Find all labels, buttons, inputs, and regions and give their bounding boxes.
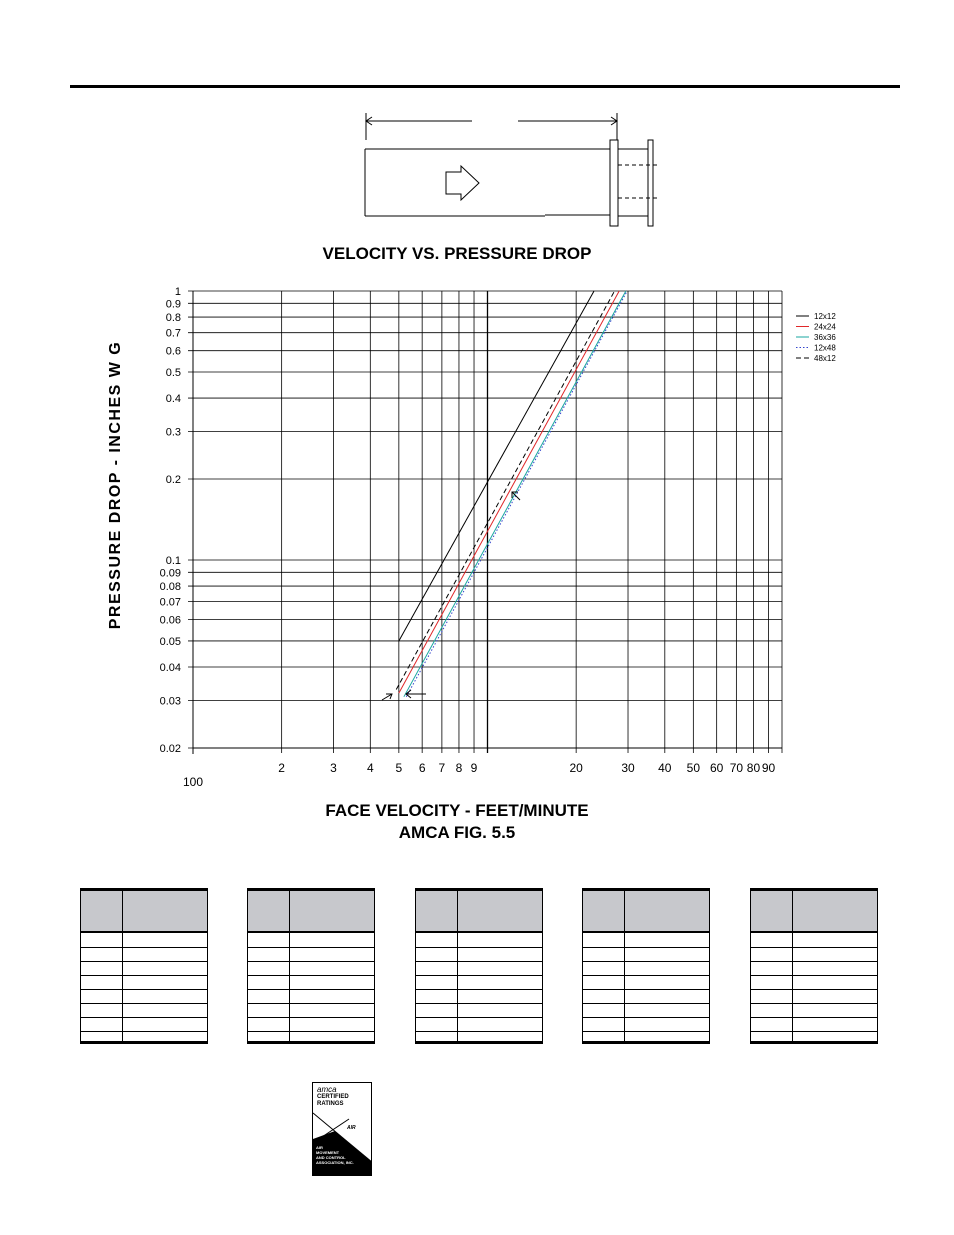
table-header-divider: [289, 891, 290, 931]
table-row-line: [583, 1017, 709, 1018]
table-column-divider: [624, 933, 625, 1041]
data-table: [80, 888, 208, 1044]
y-tick-label: 0.8: [165, 312, 181, 325]
y-tick-label: 0.05: [159, 635, 181, 648]
y-tick-label: 0.4: [165, 393, 181, 406]
table-row-line: [248, 1017, 374, 1018]
table-header-divider: [792, 891, 793, 931]
x-tick-labels: [183, 761, 776, 789]
table-header-rule: [248, 931, 374, 933]
table-header: [248, 891, 374, 931]
y-tick-label: 0.5: [165, 366, 181, 379]
table-column-divider: [457, 933, 458, 1041]
data-table: [415, 888, 543, 1044]
x-axis-label-block: [0, 800, 934, 844]
table-header-rule: [81, 931, 207, 933]
table-row-line: [751, 1017, 877, 1018]
x-tick-label: 4: [366, 761, 374, 775]
table-column-divider: [289, 933, 290, 1041]
table-row-line: [248, 947, 374, 948]
table-column-divider: [122, 933, 123, 1041]
y-tick-label: 0.08: [159, 581, 181, 594]
table-row-line: [248, 961, 374, 962]
table-row-line: [583, 989, 709, 990]
table-row-line: [416, 975, 542, 976]
table-row-line: [583, 1031, 709, 1032]
table-header-rule: [416, 931, 542, 933]
y-tick-label: 0.2: [165, 474, 181, 487]
series-line-12x48: [406, 291, 627, 697]
table-header: [751, 891, 877, 931]
legend: [796, 312, 836, 363]
amca-certified-ratings-seal: amca CERTIFIED RATINGS AIR AIR MOVEMENT AND CONTROL ASSOCIATION, INC.: [312, 1082, 372, 1176]
table-row-line: [751, 961, 877, 962]
x-tick-label: 60: [709, 761, 724, 775]
y-tick-label: 1: [174, 286, 181, 298]
x-tick-label: 100: [182, 775, 204, 789]
x-tick-label: 6: [418, 761, 426, 775]
table-row-line: [416, 947, 542, 948]
table-row-line: [583, 975, 709, 976]
table-row-line: [81, 1017, 207, 1018]
x-tick-label: 9: [470, 761, 478, 775]
y-tick-label: 0.9: [165, 298, 181, 311]
data-table: [750, 888, 878, 1044]
series-line-36x36: [404, 291, 626, 697]
x-tick-label: 50: [686, 761, 701, 775]
y-tick-label: 0.04: [159, 662, 181, 675]
table-row-line: [583, 1003, 709, 1004]
data-table: [247, 888, 375, 1044]
x-tick-label: 2: [278, 761, 285, 775]
table-row-line: [81, 1031, 207, 1032]
table-row-line: [416, 989, 542, 990]
table-header: [583, 891, 709, 931]
table-row-line: [81, 975, 207, 976]
y-tick-label: 0.09: [159, 567, 181, 580]
y-tick-label: 0.03: [159, 695, 181, 708]
x-tick-label: 5: [395, 761, 403, 775]
legend-label: 12x48: [814, 343, 836, 353]
table-row-line: [416, 961, 542, 962]
figure-reference: AMCA FIG. 5.5: [398, 823, 516, 842]
apparatus-diagram: [365, 113, 660, 226]
plot-grid: [188, 291, 782, 753]
x-tick-label: 80: [746, 761, 761, 775]
table-row-line: [248, 989, 374, 990]
y-axis-label: PRESSURE DROP - INCHES W G: [107, 340, 124, 630]
table-row-line: [751, 1031, 877, 1032]
table-row-line: [416, 1003, 542, 1004]
table-header: [81, 891, 207, 931]
x-tick-label: 3: [330, 761, 337, 775]
y-tick-label: 0.3: [165, 426, 181, 439]
series-line-12x12: [399, 291, 594, 641]
table-header-divider: [624, 891, 625, 931]
x-tick-label: 90: [761, 761, 776, 775]
x-tick-label: 40: [658, 761, 672, 775]
y-tick-label: 0.06: [159, 614, 181, 627]
legend-label: 48x12: [814, 354, 836, 363]
x-tick-label: 30: [621, 761, 635, 775]
data-table: [582, 888, 710, 1044]
table-row-line: [81, 961, 207, 962]
table-row-line: [248, 1031, 374, 1032]
legend-label: 36x36: [814, 333, 836, 342]
table-row-line: [751, 1003, 877, 1004]
table-row-line: [583, 961, 709, 962]
y-tick-label: 0.02: [159, 743, 181, 755]
y-tick-label: 0.6: [165, 345, 181, 358]
table-row-line: [416, 1031, 542, 1032]
x-axis-label: FACE VELOCITY - FEET/MINUTE: [325, 801, 589, 820]
table-row-line: [751, 947, 877, 948]
y-tick-label: 0.1: [165, 554, 181, 567]
table-column-divider: [792, 933, 793, 1041]
table-row-line: [248, 975, 374, 976]
table-header: [416, 891, 542, 931]
table-header-rule: [751, 931, 877, 933]
x-tick-label: 20: [569, 761, 583, 775]
chart-title: VELOCITY VS. PRESSURE DROP: [322, 244, 592, 263]
y-tick-labels: [160, 286, 181, 755]
table-header-divider: [122, 891, 123, 931]
table-row-line: [81, 947, 207, 948]
x-tick-label: 7: [438, 761, 446, 775]
x-tick-label: 70: [729, 761, 744, 775]
table-header-rule: [583, 931, 709, 933]
table-row-line: [81, 989, 207, 990]
legend-label: 24x24: [814, 322, 836, 332]
table-row-line: [81, 1003, 207, 1004]
legend-label: 12x12: [814, 312, 836, 321]
x-tick-label: 8: [455, 761, 463, 775]
table-row-line: [248, 1003, 374, 1004]
table-row-line: [583, 947, 709, 948]
y-tick-label: 0.07: [159, 596, 181, 609]
table-header-divider: [457, 891, 458, 931]
y-tick-label: 0.7: [165, 327, 181, 340]
series-line-24x24: [399, 291, 619, 693]
table-row-line: [416, 1017, 542, 1018]
table-row-line: [751, 975, 877, 976]
table-row-line: [751, 989, 877, 990]
